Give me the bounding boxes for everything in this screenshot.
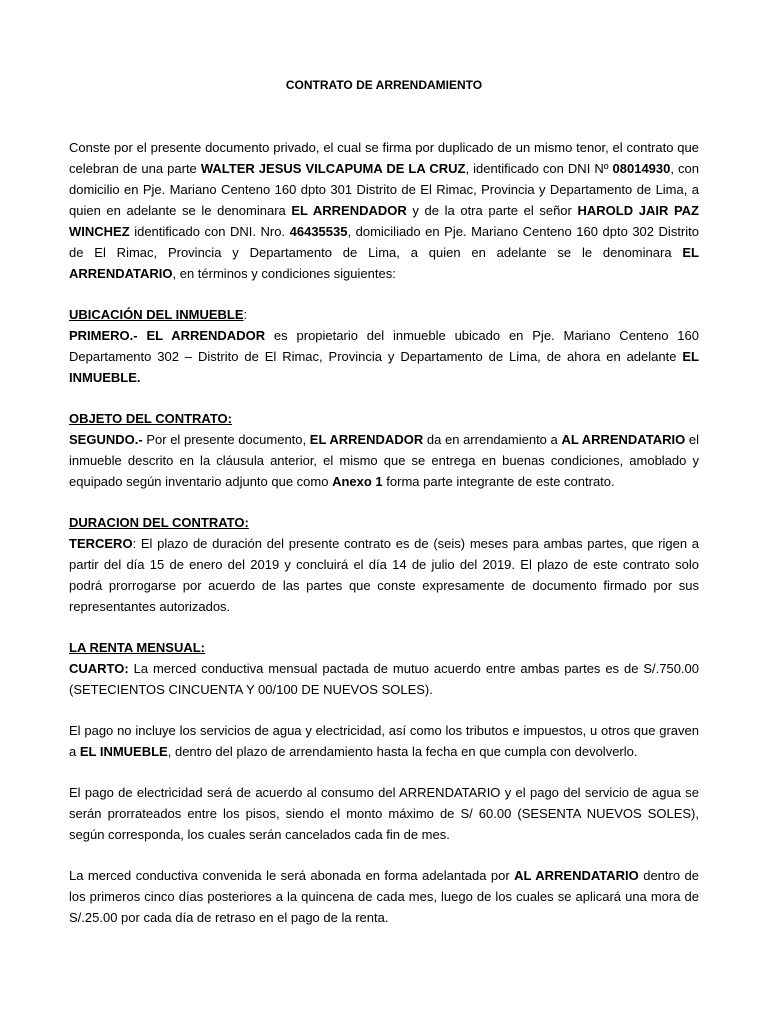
section-heading-duration: DURACION DEL CONTRATO: bbox=[69, 515, 249, 530]
intro-text: Conste por el presente documento privado, el cual se firma por duplicado de un mismo tenor, el contrato que celebran de una parte bbox=[69, 140, 699, 176]
clause-text: , dentro del plazo de arrendamiento hasta la fecha en que cumpla con devolverlo. bbox=[167, 744, 638, 759]
clause-second bbox=[69, 429, 699, 492]
clause-bold-term: AL ARRENDATARIO bbox=[514, 868, 639, 883]
clause-bold-term: AL ARRENDATARIO bbox=[561, 432, 686, 447]
clause-third bbox=[69, 533, 699, 617]
clause-bold-term: EL INMUEBLE bbox=[79, 744, 168, 759]
section-heading bbox=[69, 512, 699, 533]
clause-label: SEGUNDO.- bbox=[69, 432, 143, 447]
section-heading bbox=[69, 304, 699, 325]
lessor-dni: 08014930 bbox=[612, 161, 671, 176]
document-body bbox=[69, 137, 699, 928]
heading-colon: : bbox=[243, 307, 248, 322]
clause-label: TERCERO bbox=[69, 536, 133, 551]
tenant-label: EL ARRENDATARIO bbox=[69, 245, 699, 281]
intro-text: , identificado con DNI Nº bbox=[465, 161, 613, 176]
clause-text: forma parte integrante de este contrato. bbox=[382, 474, 615, 489]
section-heading-location: UBICACIÓN DEL INMUEBLE bbox=[69, 307, 244, 322]
intro-text: , en términos y condiciones siguientes: bbox=[172, 266, 396, 281]
tenant-dni: 46435535 bbox=[289, 224, 348, 239]
clause-first bbox=[69, 325, 699, 388]
clause-text: el inmueble descrito en la cláusula anterior, el mismo que se entrega en buenas condiciones, amoblado y equipado según inventario adjunto que como bbox=[69, 432, 699, 489]
section-heading bbox=[69, 637, 699, 658]
intro-text: y de la otra parte el señor bbox=[406, 203, 578, 218]
clause-bold-term: EL ARRENDADOR bbox=[309, 432, 424, 447]
intro-text: , domiciliado en Pje. Mariano Centeno 160 dpto 302 Distrito de El Rimac, Provincia y Departamento de Lima, a quien en adelante se le denominara bbox=[69, 224, 699, 260]
clause-bold-term: EL INMUEBLE. bbox=[69, 349, 699, 385]
section-heading-rent: LA RENTA MENSUAL: bbox=[69, 640, 206, 655]
clause-bold-term: Anexo 1 bbox=[332, 474, 383, 489]
clause-label: CUARTO: bbox=[69, 661, 129, 676]
rent-paragraph-payment bbox=[69, 865, 699, 928]
document-title: CONTRATO DE ARRENDAMIENTO bbox=[285, 78, 483, 92]
clause-text: La merced conductiva mensual pactada de mutuo acuerdo entre ambas partes es de S/.750.00 (SETECIENTOS CINCUENTA Y 00/100 DE NUEVOS SOLES). bbox=[69, 661, 699, 697]
rent-paragraph-utilities: El pago de electricidad será de acuerdo al consumo del ARRENDATARIO y el pago del servicio de agua se serán prorrateados entre los pisos, siendo el monto máximo de S/ 60.00 (SESENTA NUEVOS SOLES), según corresponda, los cuales serán cancelados cada fin de mes. bbox=[69, 785, 699, 842]
clause-label: PRIMERO.- EL ARRENDADOR bbox=[69, 328, 266, 343]
clause-text: Por el presente documento, bbox=[142, 432, 310, 447]
clause-text: dentro de los primeros cinco días posteriores a la quincena de cada mes, luego de los cuales se aplicará una mora de S/.25.00 por cada día de retraso en el pago de la renta. bbox=[69, 868, 699, 925]
intro-text: , con domicilio en Pje. Mariano Centeno 160 dpto 301 Distrito de El Rimac, Provincia y Departamento de Lima, a quien en adelante se le denominara bbox=[69, 161, 699, 218]
intro-text: identificado con DNI. Nro. bbox=[129, 224, 290, 239]
clause-text: : El plazo de duración del presente contrato es de (seis) meses para ambas partes, que rigen a partir del día 15 de enero del 2019 y concluirá el día 14 de julio del 2019. El plazo de este contrato solo podrá prorrogarse por acuerdo de las partes que conste expresamente de documento firmado por sus representantes autorizados. bbox=[69, 536, 699, 614]
lessor-name: WALTER JESUS VILCAPUMA DE LA CRUZ bbox=[200, 161, 466, 176]
clause-fourth bbox=[69, 658, 699, 700]
clause-text: La merced conductiva convenida le será abonada en forma adelantada por bbox=[69, 868, 515, 883]
clause-text: El pago no incluye los servicios de agua y electricidad, así como los tributos e impuestos, u otros que graven a bbox=[69, 723, 699, 759]
clause-text: es propietario del inmueble ubicado en Pje. Mariano Centeno 160 Departamento 302 – Distrito de El Rimac, Provincia y Departamento de Lima, de ahora en adelante bbox=[69, 328, 699, 364]
section-heading bbox=[69, 408, 699, 429]
lessor-label: EL ARRENDADOR bbox=[291, 203, 407, 218]
tenant-name: HAROLD JAIR PAZ WINCHEZ bbox=[69, 203, 699, 239]
rent-paragraph-services bbox=[69, 720, 699, 762]
clause-text: da en arrendamiento a bbox=[423, 432, 562, 447]
intro-paragraph bbox=[69, 137, 699, 284]
section-heading-object: OBJETO DEL CONTRATO: bbox=[69, 411, 232, 426]
